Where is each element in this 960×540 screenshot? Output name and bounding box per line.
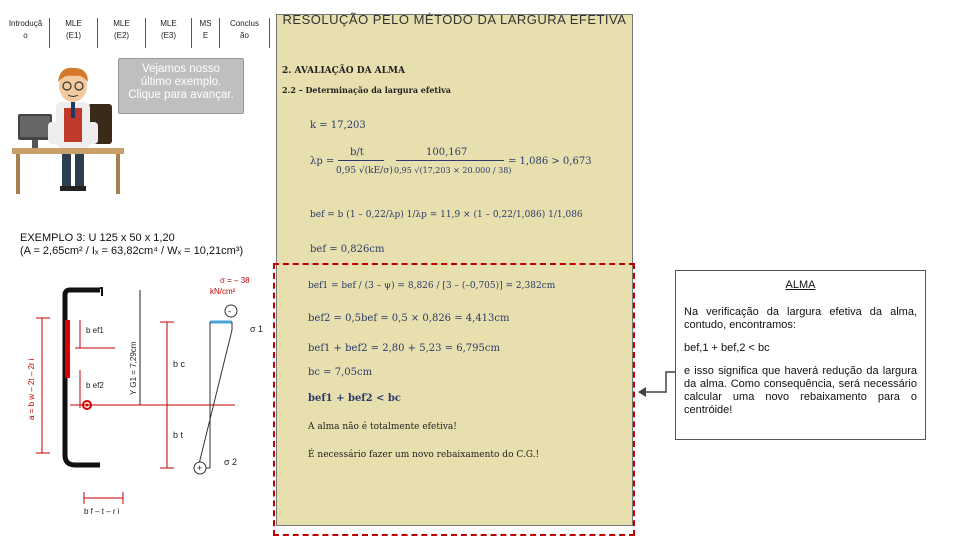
tab-mle-e2[interactable] [98, 18, 146, 48]
subsection-heading: 2.2 – Determinação da largura efetiva [282, 85, 451, 95]
speech-bubble[interactable] [118, 58, 244, 114]
tab-label: Introduçã [8, 19, 43, 28]
sigma2-label: σ 2 [224, 457, 238, 467]
sigma-top-label: σ = – 38 [220, 276, 250, 285]
sigma1-label: σ 1 [250, 324, 264, 334]
conclusion-note: A alma não é totalmente efetiva! [308, 422, 457, 432]
bef2-equation: bef2 = 0,5bef = 0,5 × 0,826 = 4,413cm [308, 313, 510, 324]
bc-equation: bc = 7,05cm [308, 367, 373, 378]
minus-sign: - [228, 306, 231, 316]
bubble-line: Vejamos nosso [142, 63, 220, 75]
lambda-frac1-den: 0,95 √(kE/σ) [336, 166, 393, 176]
tab-mle-e3[interactable] [146, 18, 192, 48]
bef1-equation: bef1 = bef / (3 – ψ) = 8,826 / [3 – (–0,705)] = 2,382cm [308, 281, 556, 291]
alma-paragraph: e isso significa que haverá redução da largura da alma. Como consequência, será necessário calcular uma novo rebaixamento para o centróide! [684, 365, 917, 416]
example-caption [20, 232, 243, 258]
bef-equation: bef = b (1 – 0,22/λp) 1/λp = 11,9 × (1 – 0,22/1,086) 1/1,086 [310, 210, 583, 220]
bef1-label: b ef1 [86, 326, 104, 335]
alma-inequality: bef,1 + bef,2 < bc [684, 342, 770, 354]
conclusion-note: É necessário fazer um novo rebaixamento do C.G.! [308, 450, 540, 460]
tab-label: MLE [65, 19, 82, 28]
bc-label: b c [173, 359, 186, 369]
plus-sign: + [197, 463, 203, 473]
tab-label: E [202, 31, 209, 40]
tab-label: MLE [160, 19, 177, 28]
pointer-arrow [636, 370, 678, 400]
tab-label: (E1) [65, 31, 82, 40]
panel-title: RESOLUÇÃO PELO MÉTODO DA LARGURA EFETIVA [282, 12, 627, 27]
section-heading: 2. AVALIAÇÃO DA ALMA [282, 66, 405, 76]
tab-conclusao[interactable] [220, 18, 270, 48]
example-title: EXEMPLO 3: U 125 x 50 x 1,20 [20, 232, 175, 244]
tab-label: (E2) [113, 31, 130, 40]
k-value: k = 17,203 [310, 120, 366, 131]
fraction-bar [338, 160, 384, 161]
tab-mse[interactable] [192, 18, 220, 48]
bt-label: b t [173, 430, 184, 440]
alma-paragraph: Na verificação da largura efetiva da alma, contudo, encontramos: [684, 306, 917, 331]
bf-dimension-label: b f – t – r i [84, 507, 120, 516]
tab-introducao[interactable] [2, 18, 50, 48]
bef2-label: b ef2 [86, 381, 104, 390]
tab-label: o [23, 31, 28, 40]
tab-mle-e1[interactable] [50, 18, 98, 48]
tab-label: (E3) [160, 31, 177, 40]
example-properties: (A = 2,65cm² / Iₓ = 63,82cm⁴ / Wₓ = 10,21cm³) [20, 245, 244, 257]
tab-label: MS [199, 19, 212, 28]
a-dimension-label: a = b w – 2t – 2r i [27, 358, 36, 420]
ycg-label: Y G1 = 7,29cm [129, 341, 138, 395]
alma-note-box [675, 270, 926, 440]
lambda-result: = 1,086 > 0,673 [508, 156, 592, 167]
sigma-unit-label: kN/cm² [210, 287, 236, 296]
lambda-frac2-den: 0,95 √(17,203 × 20.000 / 38) [394, 166, 512, 175]
bef-result: bef = 0,826cm [310, 244, 385, 255]
fraction-bar [396, 160, 504, 161]
section-diagram [20, 270, 275, 525]
bubble-line: último exemplo. [140, 76, 222, 88]
tab-label: MLE [113, 19, 130, 28]
tab-label: Conclus [230, 19, 259, 28]
alma-title: ALMA [785, 279, 816, 291]
teacher-illustration [8, 52, 128, 202]
lambda-lhs: λp = [310, 156, 335, 167]
lambda-frac2-num: 100,167 [426, 147, 468, 158]
bubble-line: Clique para avançar. [128, 89, 234, 101]
tab-label: ão [240, 31, 249, 40]
inequality: bef1 + bef2 < bc [308, 393, 401, 404]
sum-equation: bef1 + bef2 = 2,80 + 5,23 = 6,795cm [308, 343, 500, 354]
lambda-frac1-num: b/t [350, 147, 364, 158]
